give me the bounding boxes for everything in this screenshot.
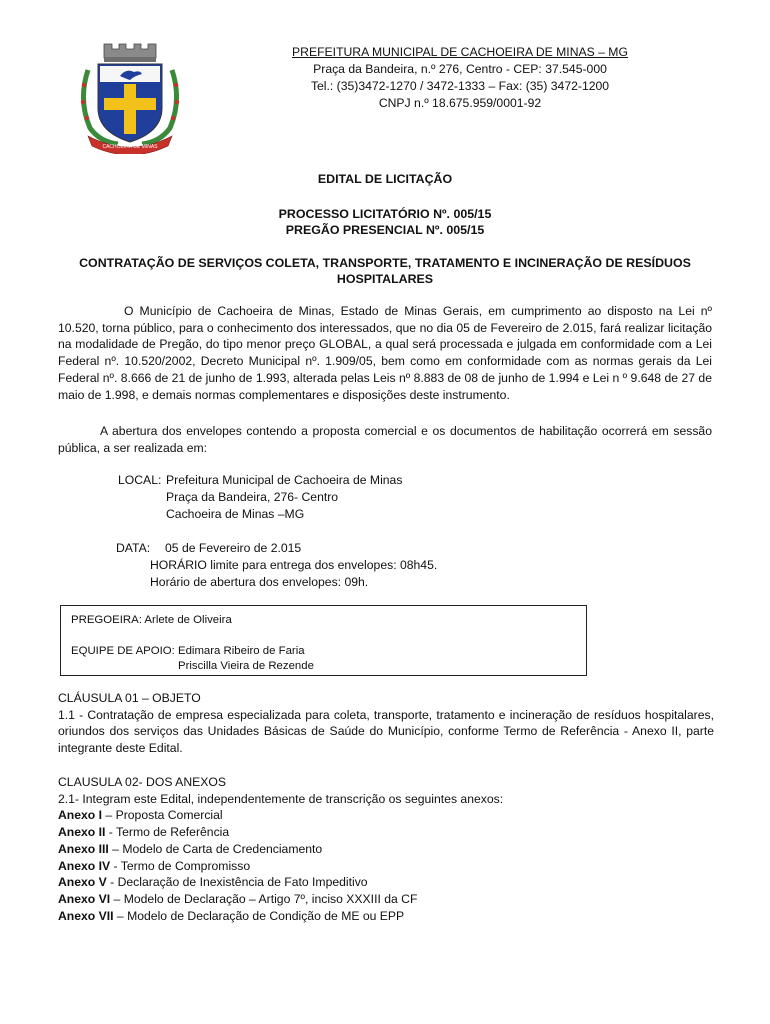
clausula-02-intro: 2.1- Integram este Edital, independentemente de transcrição os seguintes anexos:: [58, 791, 504, 806]
clausula-01-title: CLÁUSULA 01 – OBJETO: [58, 691, 201, 705]
team-box: [60, 605, 587, 676]
data-label: DATA:: [116, 541, 151, 555]
pregoeira: PREGOEIRA: Arlete de Oliveira: [71, 614, 232, 626]
clausula-01-text: 1.1 - Contratação de empresa especializada para coleta, transporte, tratamento e incineração de resíduos hospitalares, oriundos dos serviços das Unidades Básicas de Saúde do Município, conforme Termo de Referência - Anexo II, parte integrante deste Edital.: [58, 707, 714, 756]
support-team-1: EQUIPE DE APOIO: Edimara Ribeiro de Faria: [71, 645, 305, 657]
header-title: PREFEITURA MUNICIPAL DE CACHOEIRA DE MINAS – MG: [292, 45, 628, 59]
session-paragraph: A abertura dos envelopes contendo a proposta comercial e os documentos de habilitação ocorrerá em sessão pública, a ser realizada em:: [58, 424, 712, 455]
clausula-02: [58, 774, 714, 924]
opening-time: Horário de abertura dos envelopes: 09h.: [150, 575, 369, 589]
annex-item: Anexo VII – Modelo de Declaração de Condição de ME ou EPP: [58, 908, 405, 923]
annex-item: Anexo VI – Modelo de Declaração – Artigo 7º, inciso XXXIII da CF: [58, 891, 418, 906]
local-label: LOCAL:: [118, 473, 162, 487]
annex-item: Anexo I – Proposta Comercial: [58, 808, 223, 823]
header-address: Praça da Bandeira, n.º 276, Centro - CEP: 37.545-000: [313, 62, 607, 76]
intro-paragraph: O Município de Cachoeira de Minas, Estado de Minas Gerais, em cumprimento ao disposto na Lei nº 10.520, torna público, para o conhecimento dos interessados, que no dia 05 de Fevereiro de 2.015, fará realizar licitação na modalidade de Pregão, do tipo menor preço GLOBAL, a qual será processada e julgada em conformidade com a Lei Federal nº. 10.520/2002, Decreto Municipal nº. 1.909/05, bem como em conformidade com as normas gerais da Lei Federal nº. 8.666 de 21 de junho de 1.993, alterada pelas Leis nº 8.883 de 08 de junho de 1.994 e Lei n º 9.648 de 27 de maio de 1.998, e demais normas complementares e disposições deste instrumento.: [58, 304, 712, 402]
clausula-02-title: CLAUSULA 02- DOS ANEXOS: [58, 775, 226, 789]
session-date: 05 de Fevereiro de 2.015: [165, 541, 302, 555]
pregao-number: PREGÃO PRESENCIAL Nº. 005/15: [285, 223, 485, 237]
coat-of-arms-icon: [74, 40, 186, 154]
delivery-deadline: HORÁRIO limite para entrega dos envelopes: 08h45.: [150, 558, 438, 572]
annex-item: Anexo III – Modelo de Carta de Credenciamento: [58, 841, 323, 856]
header-phones: Tel.: (35)3472-1270 / 3472-1333 – Fax: (35) 3472-1200: [310, 79, 610, 93]
support-team-2: Priscilla Vieira de Rezende: [178, 660, 314, 672]
annex-item: Anexo IV - Termo de Compromisso: [58, 858, 251, 873]
clausula-01: [58, 690, 714, 757]
processo-number: PROCESSO LICITATÓRIO Nº. 005/15: [278, 207, 492, 221]
local-line-3: Cachoeira de Minas –MG: [166, 507, 305, 521]
annex-item: Anexo II - Termo de Referência: [58, 825, 230, 840]
object-title: CONTRATAÇÃO DE SERVIÇOS COLETA, TRANSPORTE, TRATAMENTO E INCINERAÇÃO DE RESÍDUOS HOSPITALARES: [79, 256, 691, 286]
header-cnpj: CNPJ n.º 18.675.959/0001-92: [378, 96, 542, 110]
annex-item: Anexo V - Declaração de Inexistência de Fato Impeditivo: [58, 875, 368, 890]
edital-title: EDITAL DE LICITAÇÃO: [317, 172, 453, 186]
local-line-2: Praça da Bandeira, 276- Centro: [166, 490, 339, 504]
local-line-1: Prefeitura Municipal de Cachoeira de Minas: [166, 473, 403, 487]
crest-ribbon-text: CACHOEIRA DE MINAS: [102, 144, 158, 150]
